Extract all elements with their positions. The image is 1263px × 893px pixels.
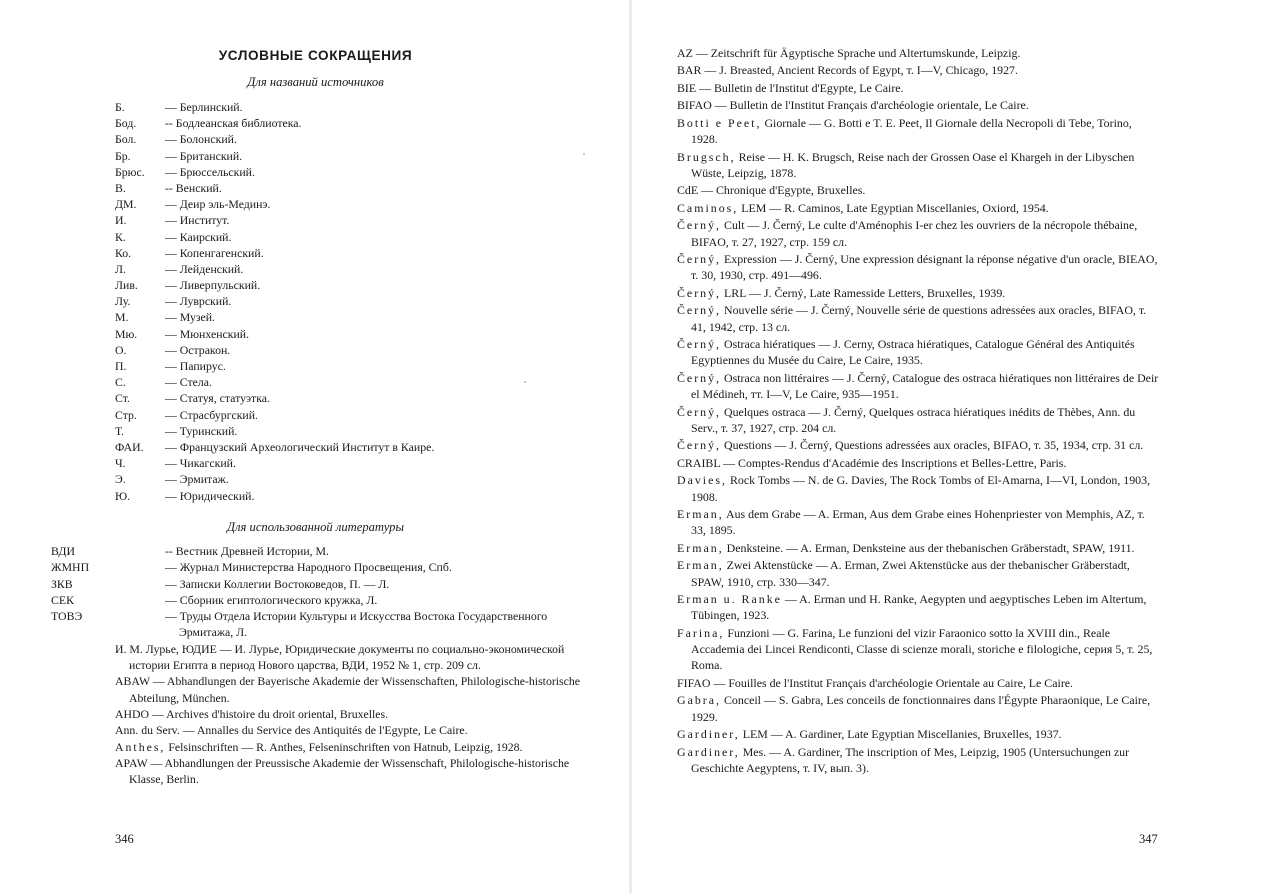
bibliography-value: — Fouilles de l'Institut Français d'archéologie Orientale au Caire, Le Caire. (710, 675, 1074, 690)
literature-entry (115, 739, 600, 755)
literature-entry (115, 706, 600, 722)
literature-key: APAW (115, 755, 148, 770)
bibliography-key: Erman, (677, 540, 724, 555)
abbreviation-value: — Статуя, статуэтка. (165, 391, 270, 406)
left-page (0, 0, 631, 893)
bibliography-key: BIE (677, 80, 697, 95)
bibliography-entry (677, 692, 1159, 725)
bibliography-entry (677, 404, 1159, 437)
bibliography-entry (677, 285, 1159, 301)
bibliography-entry (677, 115, 1159, 148)
bibliography-key: Černý, (677, 285, 722, 300)
bibliography-entry (677, 472, 1159, 505)
literature-value: — Журнал Министерства Народного Просвещения, Спб. (165, 560, 452, 575)
bibliography-entry (677, 625, 1159, 674)
literature-key: Anthes, (115, 739, 166, 754)
literature-value: — Archives d'histoire du droit oriental, Bruxelles. (149, 706, 389, 721)
literature-value: — Annalles du Service des Antiquités de l'Egypte, Le Caire. (179, 723, 468, 738)
abbreviation-value: — Институт. (165, 213, 230, 228)
abbreviation-value: — Лейденский. (165, 261, 244, 276)
bibliography-key: Černý, (677, 303, 722, 318)
abbreviation-key: И. (115, 213, 127, 228)
abbreviation-row (115, 309, 585, 325)
abbreviation-key: Ко. (115, 245, 132, 260)
literature-value: — Труды Отдела Истории Культуры и Искусства Востока Государственного Эрмитажа, Л. (165, 609, 548, 640)
literature-entry (51, 576, 600, 592)
literature-value: ЮДИЕ — И. Лурье, Юридические документы по социально-экономической истории Египта в период Нового царства, ВДИ, 1952 № 1, стр. 209 сл. (129, 641, 565, 673)
bibliography-value: — Bulletin de l'Institut d'Egypte, Le Caire. (696, 80, 904, 95)
literature-entry (115, 722, 600, 738)
abbreviation-key: Б. (115, 100, 125, 114)
abbreviation-row (115, 99, 585, 115)
abbreviation-row (115, 245, 585, 261)
bibliography-entry (677, 80, 1159, 96)
bibliography-key: CdE (677, 183, 699, 198)
bibliography-key: Farina, (677, 625, 725, 640)
abbreviation-row (115, 115, 585, 131)
bibliography-value: Quelques ostraca — J. Černý, Quelques ostraca hiératiques inédits de Thèbes, Ann. du Serv., т. 37, 1927, стр. 204 сл. (691, 404, 1136, 435)
abbreviation-list (115, 99, 585, 504)
bibliography-value: — Chronique d'Egypte, Bruxelles. (698, 183, 866, 198)
bibliography-entry (677, 45, 1159, 61)
abbreviation-value: — Британский. (165, 148, 243, 163)
abbreviation-key: С. (115, 375, 126, 390)
literature-entry (51, 543, 600, 559)
bibliography-entry (677, 251, 1159, 284)
literature-value: — Abhandlungen der Bayerische Akademie der Wissenschaften, Philologische-historische Abteilung, München. (129, 674, 581, 705)
literature-entry (51, 559, 600, 575)
literature-entry (51, 608, 600, 641)
abbreviation-row (115, 180, 585, 196)
bibliography-value: LEM — A. Gardiner, Late Egyptian Miscellanies, Bruxelles, 1937. (739, 727, 1062, 742)
bibliography-value: Reise — H. K. Brugsch, Reise nach der Grossen Oase el Khargeh in der Libyschen Wüste, Leipzig, 1878. (691, 149, 1135, 180)
abbreviation-value: -- Венский. (165, 180, 222, 195)
bibliography-key: AZ (677, 46, 693, 60)
bibliography-value: Giornale — G. Botti e T. E. Peet, Il Giornale della Necropoli di Tebe, Torino, 1928. (691, 115, 1132, 147)
literature-key: ТОВЭ (51, 609, 83, 624)
abbreviation-value: — Юридический. (165, 488, 255, 503)
bibliography-key: Caminos, (677, 200, 739, 215)
bibliography-list (677, 45, 1159, 777)
bibliography-entry (677, 336, 1159, 369)
bibliography-value: — J. Breasted, Ancient Records of Egypt, т. I—V, Chicago, 1927. (701, 63, 1018, 78)
abbreviation-row (115, 374, 585, 390)
bibliography-entry (677, 675, 1159, 691)
bibliography-entry (677, 437, 1159, 453)
bibliography-value: — Bulletin de l'Institut Français d'archéologie orientale, Le Caire. (711, 98, 1029, 113)
scan-speck (583, 153, 585, 155)
bibliography-entry (677, 182, 1159, 198)
abbreviation-key: Бод. (115, 116, 137, 131)
bibliography-entry (677, 370, 1159, 403)
right-page (631, 0, 1263, 893)
abbreviation-row (115, 277, 585, 293)
literature-entry (115, 673, 600, 706)
abbreviation-row (115, 148, 585, 164)
bibliography-key: Erman, (677, 506, 724, 521)
page-number-right: 347 (1139, 832, 1158, 846)
bibliography-value: — Zeitschrift für Ägyptische Sprache und Altertumskunde, Leipzig. (692, 46, 1021, 60)
literature-key: ВДИ (51, 544, 75, 558)
abbreviation-key: Лив. (115, 278, 138, 293)
bibliography-entry (677, 726, 1159, 742)
abbreviation-value: — Берлинский. (165, 100, 243, 114)
bibliography-value: Conceil — S. Gabra, Les conceils de fonctionnaires dans l'Égypte Pharaonique, Le Caire, 1929. (691, 693, 1151, 724)
abbreviation-row (115, 407, 585, 423)
bibliography-key: Botti e Peet, (677, 115, 762, 130)
abbreviation-row (115, 455, 585, 471)
abbreviation-key: Бр. (115, 148, 131, 163)
bibliography-key: Brugsch, (677, 149, 736, 164)
bibliography-key: Černý, (677, 218, 722, 233)
abbreviation-value: — Каирский. (165, 229, 232, 244)
bibliography-key: FIFAO (677, 675, 711, 690)
bibliography-entry (677, 557, 1159, 590)
abbreviation-value: — Стела. (165, 375, 212, 390)
bibliography-value: Denksteine. — A. Erman, Denksteine aus der thebanischen Gräberstadt, SPAW, 1911. (723, 540, 1135, 555)
abbreviation-value: — Ливерпульский. (165, 278, 261, 293)
bibliography-value: Aus dem Grabe — A. Erman, Aus dem Grabe eines Hohenpriester von Memphis, AZ, т. 33, 1895. (691, 506, 1145, 538)
bibliography-entry (677, 97, 1159, 113)
abbreviation-value: — Туринский. (165, 423, 238, 438)
abbreviation-row (115, 390, 585, 406)
abbreviation-value: -- Бодлеанская библиотека. (165, 116, 302, 131)
abbreviation-row (115, 293, 585, 309)
abbreviation-row (115, 196, 585, 212)
abbreviation-row (115, 488, 585, 504)
literature-key: ЗКВ (51, 576, 73, 591)
abbreviation-row (115, 261, 585, 277)
abbreviation-row (115, 326, 585, 342)
bibliography-value: Ostraca non littéraires — J. Černý, Catalogue des ostraca hiératiques non littéraires de Deir el Médineh, тт. I—V, Le Caire, 935—1951. (691, 370, 1159, 402)
bibliography-entry (677, 540, 1159, 556)
subhead-literature: Для использованной литературы (227, 520, 404, 534)
bibliography-value: Mes. — A. Gardiner, The inscription of Mes, Leipzig, 1905 (Untersuchungen zur Geschichte Aegyptens, т. IV, вып. 3). (691, 744, 1130, 775)
bibliography-key: Černý, (677, 251, 722, 266)
bibliography-entry (677, 62, 1159, 78)
bibliography-key: Černý, (677, 370, 722, 385)
abbreviation-value: — Болонский. (165, 132, 237, 147)
abbreviation-key: Мю. (115, 326, 138, 341)
abbreviation-key: ФАИ. (115, 439, 144, 454)
bibliography-entry (677, 149, 1159, 182)
abbreviation-key: Ст. (115, 391, 130, 406)
bibliography-value: LEM — R. Caminos, Late Egyptian Miscellanies, Oxiord, 1954. (738, 200, 1049, 215)
subhead-sources: Для названий источников (247, 75, 384, 89)
abbreviation-key: М. (115, 310, 129, 325)
abbreviation-row (115, 423, 585, 439)
bibliography-entry (677, 302, 1159, 335)
bibliography-entry (677, 200, 1159, 216)
abbreviation-key: Бол. (115, 132, 137, 147)
abbreviation-row (115, 164, 585, 180)
literature-key: AHDO (115, 706, 150, 721)
literature-value: — Сборник египтологического кружка, Л. (165, 592, 378, 607)
abbreviation-key: Брюс. (115, 164, 145, 179)
bibliography-entry (677, 217, 1159, 250)
abbreviation-value: — Остракон. (165, 342, 231, 357)
bibliography-key: Černý, (677, 336, 722, 351)
abbreviation-key: П. (115, 359, 127, 373)
literature-value: -- Вестник Древней Истории, М. (165, 544, 329, 558)
bibliography-key: Davies, (677, 473, 727, 488)
bibliography-value: Zwei Aktenstücke — A. Erman, Zwei Aktenstücke aus der thebanischer Gräberstadt, SPAW, 1910, стр. 330—347. (691, 558, 1130, 589)
abbreviation-value: — Чикагский. (165, 456, 236, 471)
bibliography-entry (677, 744, 1159, 777)
bibliography-entry (677, 455, 1159, 471)
abbreviation-key: Стр. (115, 407, 137, 422)
abbreviation-value: — Деир эль-Мединэ. (165, 197, 271, 212)
bibliography-value: Funzioni — G. Farina, Le funzioni del vizir Faraonico sotto la XVIII din., Reale Accademia dei Lincei Rendiconti, Classe di scienze morali, storiche e filologiche, серия 5, т. 25, Roma. (691, 625, 1153, 673)
bibliography-key: CRAIBL (677, 455, 721, 470)
bibliography-key: BAR (677, 63, 702, 78)
literature-key: СЕК (51, 592, 74, 607)
abbreviation-row (115, 439, 585, 455)
abbreviation-row (115, 358, 585, 374)
abbreviation-row (115, 131, 585, 147)
abbreviation-value: — Мюнхенский. (165, 326, 250, 341)
abbreviation-key: Э. (115, 472, 126, 487)
bibliography-key: Erman u. Ranke (677, 591, 782, 606)
abbreviation-key: Ю. (115, 488, 131, 503)
literature-value: — Abhandlungen der Preussische Akademie der Wissenschaft, Philologische-historische Klasse, Berlin. (129, 755, 570, 787)
abbreviation-key: К. (115, 229, 126, 244)
abbreviation-key: Л. (115, 261, 126, 276)
literature-entry (115, 641, 600, 674)
abbreviation-value: — Брюссельский. (165, 164, 255, 179)
abbreviation-row (115, 229, 585, 245)
abbreviation-value: — Луврский. (165, 294, 232, 309)
abbreviation-key: Лу. (115, 294, 131, 309)
bibliography-value: Nouvelle série — J. Černý, Nouvelle série de questions adressées aux oracles, BIFAO, т. 41, 1942, стр. 13 сл. (691, 303, 1147, 334)
bibliography-value: — Comptes-Rendus d'Académie des Inscriptions et Belles-Lettre, Paris. (720, 455, 1067, 470)
abbreviation-value: — Эрмитаж. (165, 472, 229, 487)
bibliography-key: Gardiner, (677, 744, 740, 759)
literature-key: Ann. du Serv. (115, 723, 180, 738)
abbreviation-value: — Французский Археологический Институт в Каире. (165, 439, 435, 454)
bibliography-key: BIFAO (677, 98, 712, 113)
literature-key: И. М. Лурье, (115, 641, 179, 656)
bibliography-key: Černý, (677, 438, 722, 453)
scan-speck (524, 381, 526, 383)
bibliography-value: Ostraca hiératiques — J. Cernу, Ostraca hiératiques, Catalogue Général des Antiquités Egyptiennes du Musée du Caire, Le Caire, 1935. (691, 336, 1135, 368)
abbreviation-value: — Папирус. (165, 359, 226, 373)
abbreviation-row (115, 212, 585, 228)
abbreviation-row (115, 471, 585, 487)
literature-value: — Записки Коллегии Востоковедов, П. — Л. (165, 576, 390, 591)
bibliography-value: Expression — J. Černý, Une expression désignant la réponse négative d'un oracle, BIEAO, т. 30, 1930, стр. 491—496. (691, 251, 1158, 283)
abbreviation-row (115, 342, 585, 358)
bibliography-value: Cult — J. Černý, Le culte d'Aménophis I-er chez les ouvriers de la nécropole thébaine, BIFAO, т. 27, 1927, стр. 159 сл. (691, 218, 1138, 249)
abbreviation-value: — Музей. (165, 310, 215, 325)
bibliography-value: — A. Erman und H. Ranke, Aegypten und aegyptisches Leben im Altertum, Tübingen, 1923. (691, 591, 1147, 623)
literature-key: ABAW (115, 674, 150, 689)
bibliography-value: LRL — J. Černý, Late Ramesside Letters, Bruxelles, 1939. (721, 285, 1006, 300)
literature-list (51, 543, 600, 787)
abbreviation-key: ДМ. (115, 197, 137, 212)
literature-entry (115, 755, 600, 788)
bibliography-entry (677, 506, 1159, 539)
literature-entry (51, 592, 600, 608)
abbreviation-key: О. (115, 342, 127, 357)
bibliography-key: Gabra, (677, 693, 722, 708)
abbreviation-key: Ч. (115, 456, 126, 471)
abbreviation-key: В. (115, 180, 126, 195)
bibliography-entry (677, 591, 1159, 624)
bibliography-value: Questions — J. Černý, Questions adressées aux oracles, BIFAO, т. 35, 1934, стр. 31 сл. (721, 438, 1144, 453)
abbreviation-value: — Страсбургский. (165, 407, 259, 422)
bibliography-key: Erman, (677, 558, 724, 573)
abbreviation-key: Т. (115, 423, 124, 438)
bibliography-key: Gardiner, (677, 727, 740, 742)
page-number-left: 346 (115, 832, 134, 846)
page-title: УСЛОВНЫЕ СОКРАЩЕНИЯ (218, 48, 413, 63)
bibliography-value: Rock Tombs — N. de G. Davies, The Rock Tombs of El-Amarna, I—VI, London, 1903, 1908. (691, 473, 1151, 504)
literature-key: ЖМНП (51, 560, 90, 575)
abbreviation-value: — Копенгагенский. (165, 245, 264, 260)
literature-value: Felsinschriften — R. Anthes, Felseninschriften von Hatnub, Leipzig, 1928. (165, 739, 523, 754)
bibliography-key: Černý, (677, 404, 722, 419)
